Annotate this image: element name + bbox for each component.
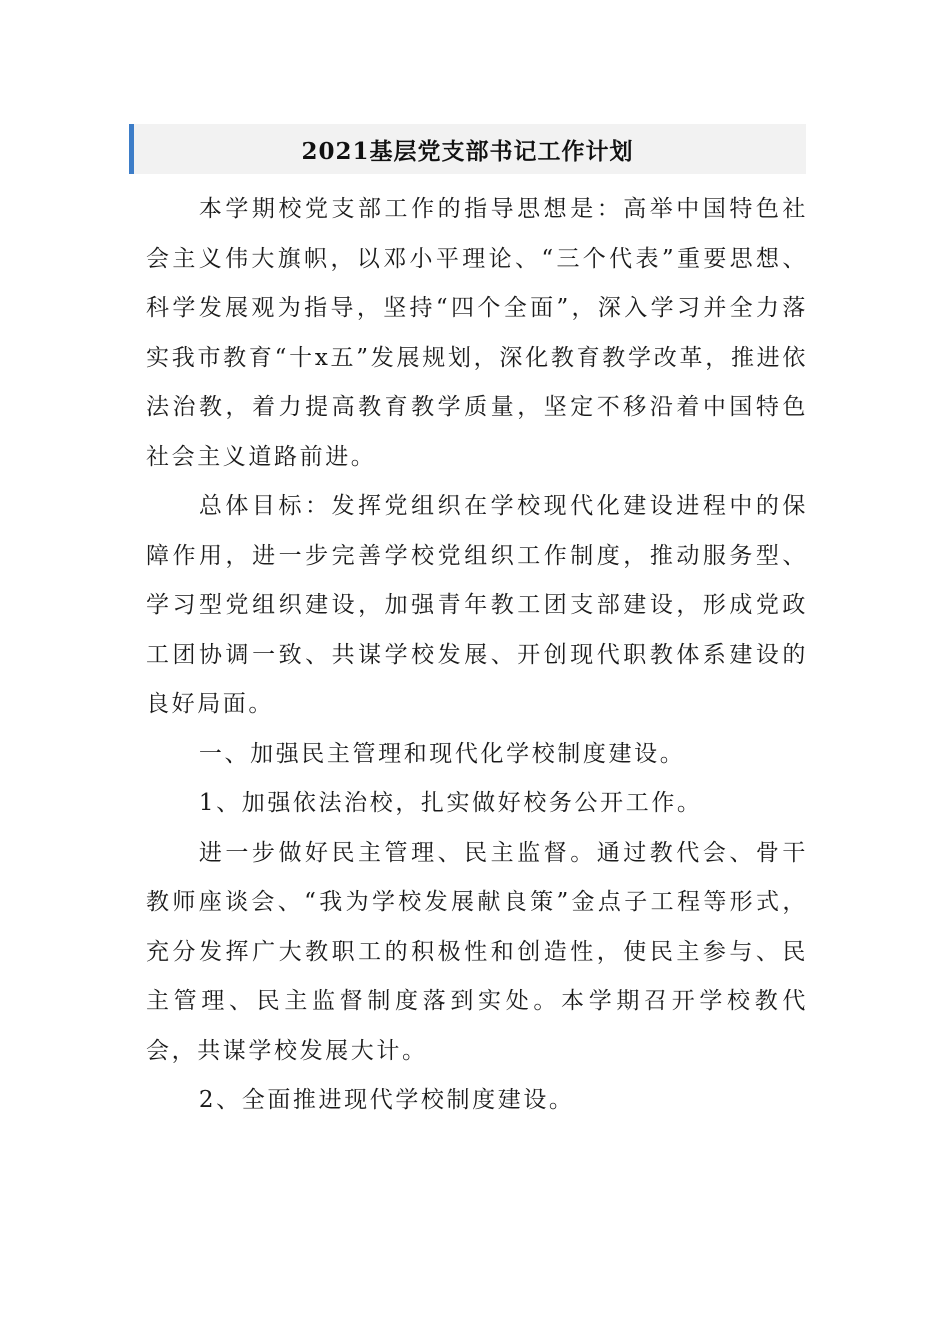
document-title: 2021基层党支部书记工作计划 <box>301 137 634 165</box>
paragraph-overall-goal: 总体目标：发挥党组织在学校现代化建设进程中的保障作用，进一步完善学校党组织工作制度，推动服务型、学习型党组织建设，加强青年教工团支部建设，形成党政工团协调一致、共谋学校发展、开创现代职教体系建设的良好局面。 <box>146 493 808 717</box>
paragraph-guiding-ideology: 本学期校党支部工作的指导思想是：高举中国特色社会主义伟大旗帜，以邓小平理论、“三个代表”重要思想、科学发展观为指导，坚持“四个全面”，深入学习并全力落实我市教育“十x五”发展规划，深化教育教学改革，推进依法治教，着力提高教育教学质量，坚定不移沿着中国特色社会主义道路前进。 <box>146 196 809 470</box>
subsection-heading-1-1: 1、加强依法治校，扎实做好校务公开工作。 <box>198 790 703 816</box>
paragraph-democratic-management: 进一步做好民主管理、民主监督。通过教代会、骨干教师座谈会、“我为学校发展献良策”金点子工程等形式，充分发挥广大教职工的积极性和创造性，使民主参与、民主管理、民主监督制度落到实处。本学期召开学校教代会，共谋学校发展大计。 <box>146 839 808 1064</box>
title-accent-bar <box>129 124 134 174</box>
title-bar <box>129 124 806 174</box>
subsection-heading-1-2: 2、全面推进现代学校制度建设。 <box>198 1087 575 1113</box>
section-heading-1: 一、加强民主管理和现代化学校制度建设。 <box>198 740 686 767</box>
document-body <box>146 185 808 1126</box>
